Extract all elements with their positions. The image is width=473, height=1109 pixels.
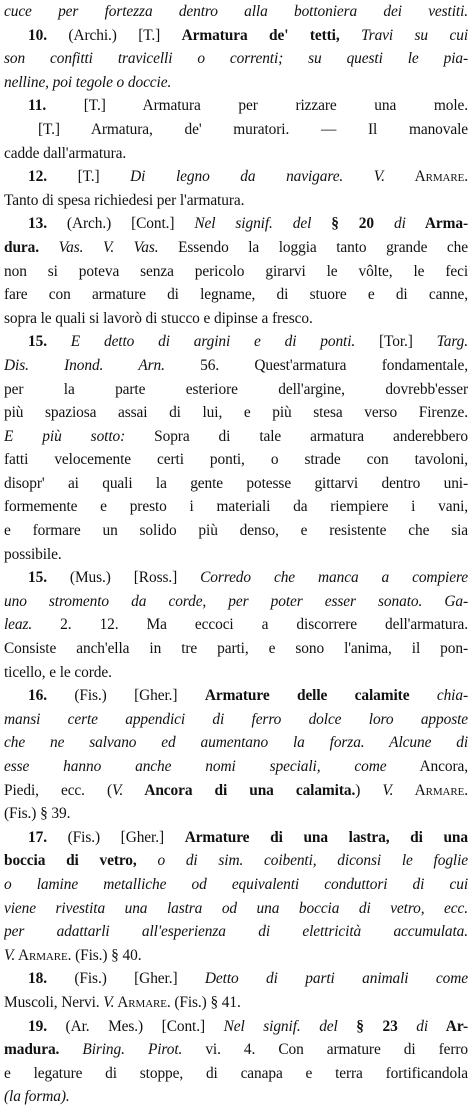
text-run: cadde dall'armatura.: [4, 144, 127, 162]
text-line: [4, 755, 468, 779]
text-run: (Fis.) [Gher.]: [46, 828, 185, 846]
text-run: Armare: [393, 781, 465, 799]
text-line: [4, 236, 468, 260]
text-line: [4, 472, 468, 496]
text-line: [4, 1062, 468, 1086]
text-line: [4, 897, 468, 921]
text-run: V.: [112, 781, 124, 799]
text-line: [4, 142, 468, 166]
text-run: esse hanno anche nomi speciali, come: [4, 758, 387, 775]
text-run: § 20: [311, 215, 394, 233]
entry-number: 15.: [28, 333, 47, 351]
text-run: vi. 4. Con armature di ferro: [182, 1041, 468, 1059]
text-run: Consiste anch'ella in tre parti, e sono l'anima, il pon-: [4, 640, 468, 658]
text-run: per la parte esteriore dell'argine, dovrebb'esser: [4, 380, 468, 398]
text-run: di: [416, 1017, 429, 1035]
text-line: [4, 731, 468, 755]
text-line: [4, 566, 468, 590]
text-run: . (Fis.) § 40.: [67, 946, 142, 964]
text-run: Di legno da navigare. V.: [130, 168, 385, 186]
text-run: (Archi.) [T.]: [46, 26, 182, 44]
text-run: Nel signif. del: [194, 215, 312, 233]
text-line: [4, 283, 468, 307]
text-run: (Fis.) [Gher.]: [46, 687, 205, 705]
entry-number: 15.: [28, 569, 47, 587]
entry-number: 12.: [28, 168, 47, 186]
text-run: Armatura de' tetti,: [181, 26, 340, 44]
text-run: fatti velocemente certi ponti, o strade con tavoloni,: [4, 451, 468, 469]
text-run: § 23: [337, 1017, 417, 1035]
text-run: [T.]: [46, 168, 131, 186]
text-run: .: [464, 168, 468, 186]
text-run: Ar-: [428, 1017, 468, 1035]
entry-number: 13.: [28, 215, 47, 233]
text-run: Vas. V. Vas.: [39, 238, 159, 256]
text-line: [4, 991, 468, 1015]
text-line: [4, 401, 468, 425]
text-run: Armare: [15, 946, 68, 964]
text-line: [4, 590, 468, 614]
text-run: Armare: [114, 993, 167, 1011]
text-run: (Fis.) § 39.: [4, 805, 71, 823]
text-run: uno stromento da corde, per poter esser sonato. Ga-: [4, 592, 468, 610]
text-line: [4, 826, 468, 850]
text-line: [4, 920, 468, 944]
text-run: E detto di argini e di ponti.: [46, 333, 356, 351]
text-run: cuce per fortezza dentro alla bottoniera dei vestiti.: [4, 3, 468, 20]
text-run: possibile.: [4, 545, 62, 563]
text-run: Travi su cui: [339, 26, 468, 44]
text-run: dura.: [4, 238, 39, 256]
text-line: [4, 1085, 468, 1109]
text-run: viene rivestita una lastra od una boccia di vetro, ecc.: [4, 899, 468, 917]
text-run: mansi certe appendici di ferro dolce loro apposte: [4, 710, 468, 728]
text-run: (la forma).: [4, 1088, 70, 1106]
text-line: [4, 448, 468, 472]
text-run: 2. 12. Ma eccoci a discorrere dell'armatura.: [32, 616, 468, 634]
text-line: [4, 779, 468, 803]
text-line: [4, 24, 468, 48]
text-run: disopr' ai quali la gente potesse gittarvi dentro uni-: [4, 474, 468, 492]
text-line: [4, 94, 468, 118]
text-run: , di una: [385, 828, 468, 846]
text-run: 56. Quest'armatura fondamentale,: [164, 356, 468, 374]
text-run: (Arch.) [Cont.]: [46, 215, 195, 233]
text-run: che ne salvano ed aumentano la forza. Alcune di: [4, 734, 468, 752]
text-run: .: [464, 781, 468, 799]
text-run: chia-: [409, 687, 468, 705]
text-run: o lamine metalliche od equivalenti conduttori di cui: [4, 875, 468, 893]
text-line: [4, 967, 468, 991]
text-run: son confitti travicelli o correnti; su questi le pia-: [4, 50, 468, 68]
text-run: Muscoli, Nervi.: [4, 993, 100, 1011]
text-run: boccia di vetro,: [4, 852, 137, 870]
text-run: fare con armature di legname, di stuore e di canne,: [4, 286, 468, 304]
text-line: [4, 1015, 468, 1039]
text-line: [4, 307, 468, 331]
text-run: Armature di una lastra: [184, 828, 386, 846]
text-run: Tanto di spesa richiedesi per l'armatura.: [4, 191, 245, 209]
text-line: [4, 849, 468, 873]
text-line: [4, 330, 468, 354]
text-run: Armare: [384, 168, 465, 186]
text-run: Biring. Pirot.: [59, 1041, 183, 1059]
text-line: [4, 802, 468, 826]
text-run: (Fis.) [Gher.]: [46, 970, 205, 988]
entry-number: 19.: [28, 1017, 47, 1035]
entry-number: 16.: [28, 687, 47, 705]
text-line: [4, 260, 468, 284]
text-run: madura.: [4, 1041, 60, 1059]
text-run: (Mus.) [Ross.]: [46, 569, 201, 587]
text-run: e legature di stoppe, di canapa e terra fortificandola: [4, 1064, 468, 1082]
text-run: Detto di parti animali come: [204, 970, 468, 988]
text-run: ): [355, 781, 383, 799]
entry-number: 10.: [28, 26, 47, 44]
text-run: non si poteva senza pericolo girarvi le vôlte, le feci: [4, 262, 468, 280]
text-run: [T.] Armatura per rizzare una mole.: [46, 97, 468, 115]
text-run: V.: [382, 781, 394, 799]
text-line: [4, 684, 468, 708]
text-run: ticello, e le corde.: [4, 663, 112, 681]
text-line: [4, 0, 468, 24]
text-line: [4, 118, 468, 142]
text-run: Ancora,: [386, 758, 468, 775]
text-line: [4, 543, 468, 567]
entry-number: 11.: [28, 97, 47, 115]
text-run: più spaziosa assai di lui, e più stesa verso Firenze.: [4, 404, 468, 422]
text-run: . (Fis.) § 41.: [166, 993, 241, 1011]
text-run: nelline, poi tegole o doccie.: [4, 73, 172, 91]
text-line: [4, 708, 468, 732]
text-line: [4, 71, 468, 95]
text-run: Essendo la loggia tanto grande che: [158, 238, 468, 256]
text-run: e formare un solido più denso, e resistente che sia: [4, 522, 468, 540]
text-run: Corredo che manca a compiere: [200, 569, 468, 587]
text-line: [4, 944, 468, 968]
text-run: E più sotto:: [4, 427, 126, 445]
text-line: [4, 165, 468, 189]
text-run: formemente e presto i materiali da riempiere i vani,: [4, 498, 468, 516]
text-run: Targ.: [436, 333, 468, 351]
text-run: [T.] Armatura, de' muratori. — Il manovale: [38, 120, 468, 138]
text-line: [4, 47, 468, 71]
entry-number: 18.: [28, 970, 47, 988]
text-run: Sopra di tale armatura anderebbero: [125, 427, 468, 445]
text-line: [4, 495, 468, 519]
text-run: Arma-: [405, 215, 468, 233]
text-line: [4, 189, 468, 213]
text-line: [4, 212, 468, 236]
text-line: [4, 661, 468, 685]
text-line: [4, 425, 468, 449]
text-line: [4, 378, 468, 402]
text-line: [4, 1038, 468, 1062]
text-line: [4, 354, 468, 378]
text-run: o di sim. coibenti, diconsi le foglie: [136, 852, 468, 870]
text-run: V.: [99, 993, 115, 1011]
text-run: di: [393, 215, 406, 233]
text-run: Nel signif. del: [223, 1017, 338, 1035]
text-line: [4, 873, 468, 897]
text-run: Piedi, ecc. (: [4, 781, 113, 799]
text-run: (Ar. Mes.) [Cont.]: [46, 1017, 224, 1035]
text-run: leaz.: [4, 616, 33, 634]
text-run: per adattarli all'esperienza di elettricità accumulata.: [4, 923, 468, 941]
text-run: sopra le quali si lavorò di stucco e dipinse a fresco.: [4, 309, 313, 327]
text-run: Dis. Inond. Arn.: [4, 356, 165, 374]
text-line: [4, 519, 468, 543]
text-line: [4, 637, 468, 661]
text-run: V.: [4, 946, 16, 964]
entry-number: 17.: [28, 828, 47, 846]
text-run: [Tor.]: [355, 333, 437, 351]
text-run: Armature delle calamite: [204, 687, 410, 705]
text-run: Ancora di una calamita.: [123, 781, 356, 799]
text-line: [4, 613, 468, 637]
